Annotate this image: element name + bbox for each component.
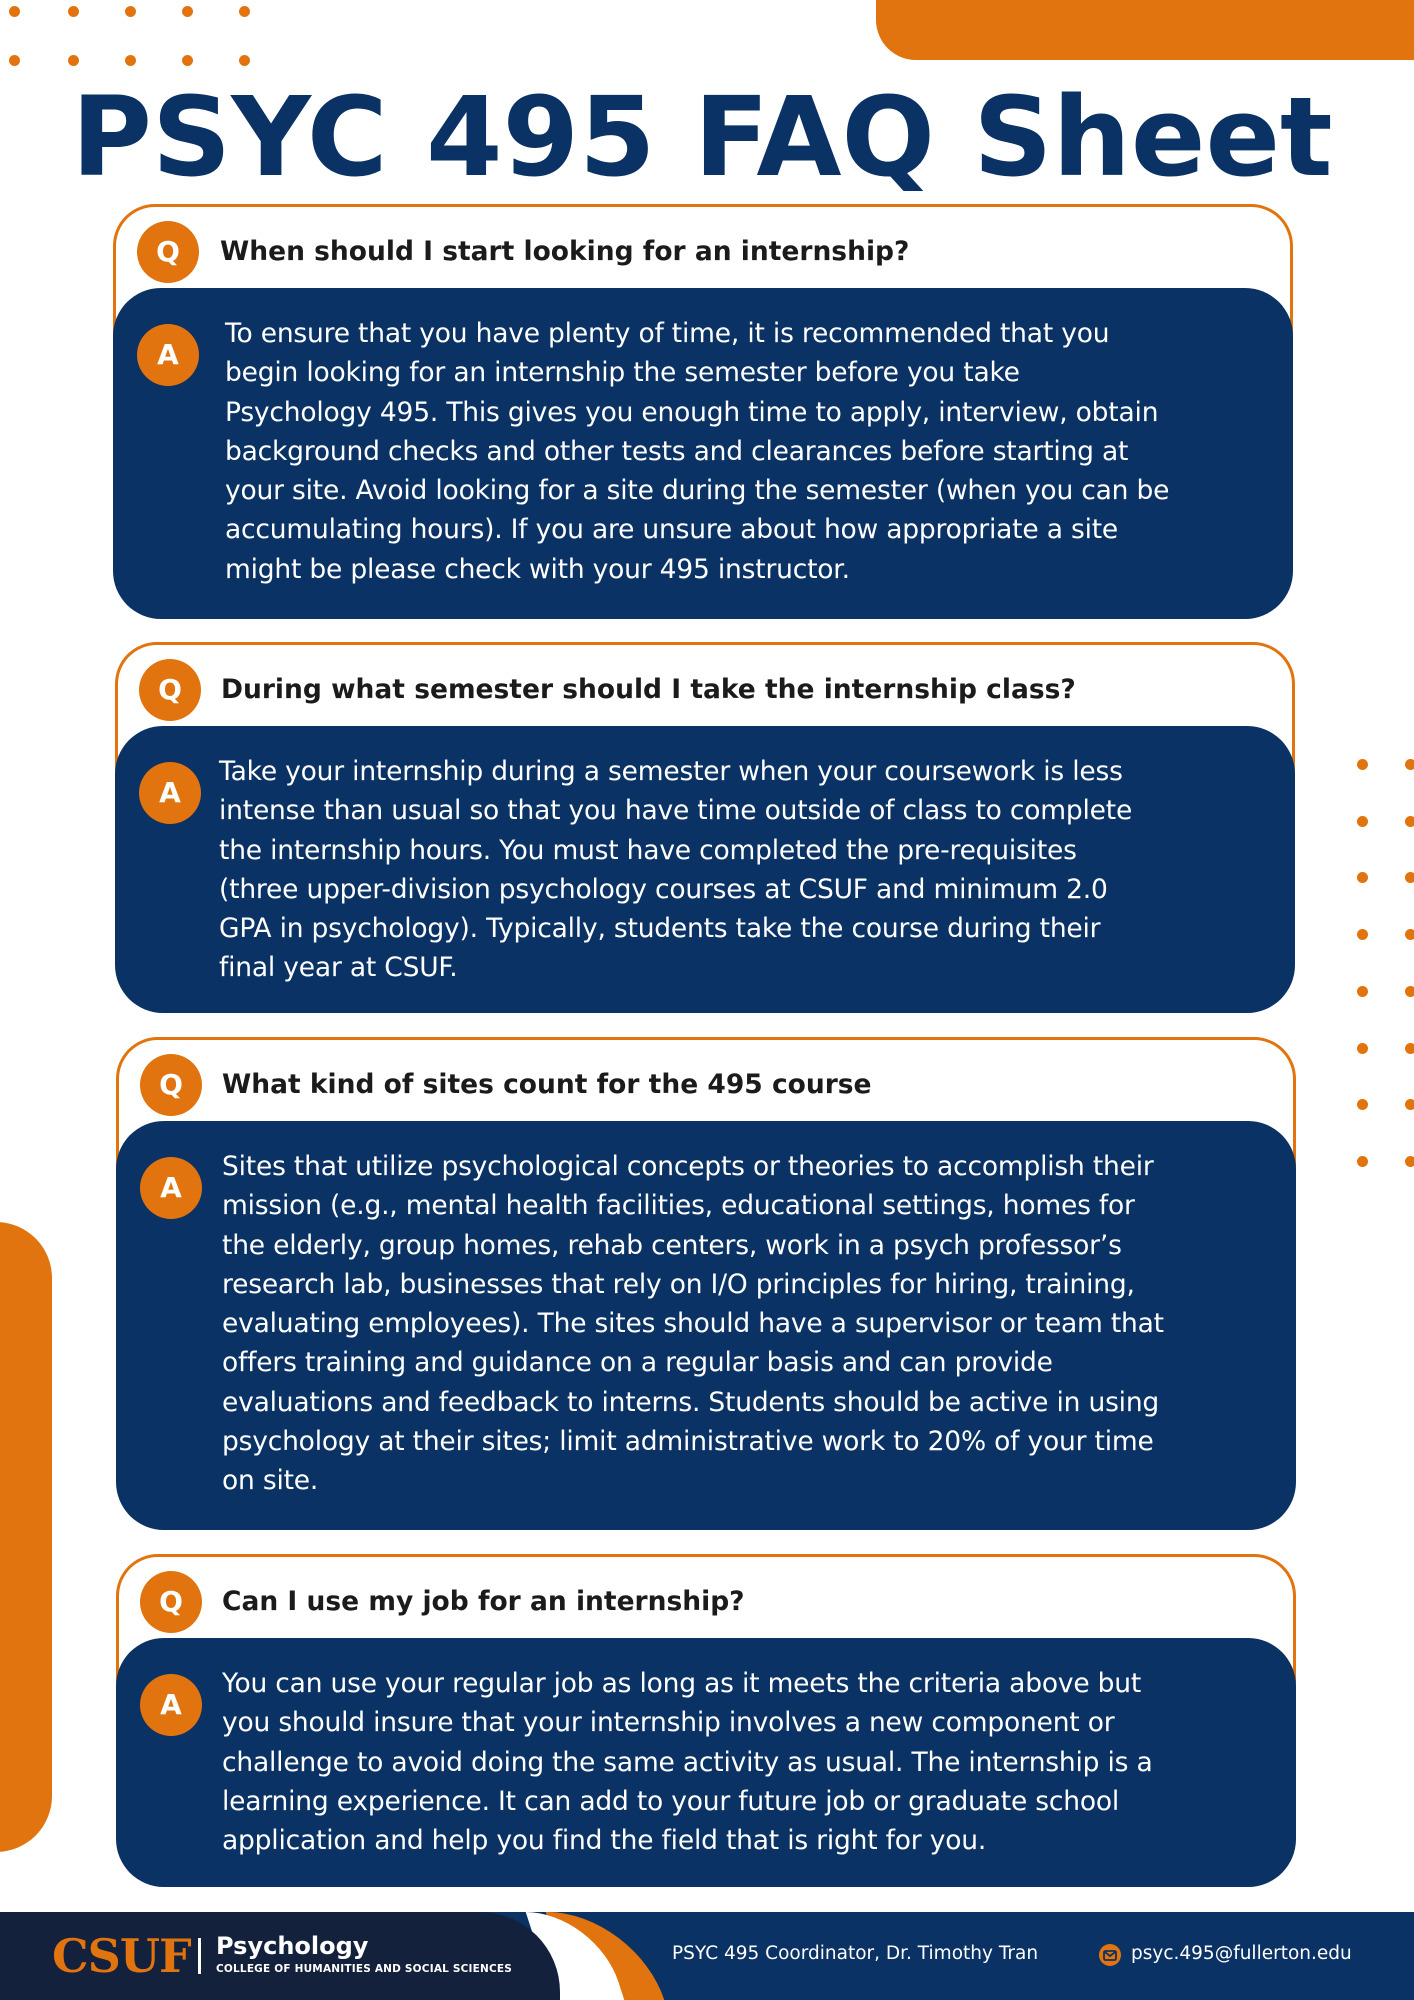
answer-line: challenge to avoid doing the same activity as usual. The internship is a bbox=[222, 1746, 1153, 1778]
answer-line: begin looking for an internship the semester before you take bbox=[225, 357, 1020, 389]
email-link[interactable]: psyc.495@fullerton.edu bbox=[1131, 1943, 1352, 1964]
page-title: PSYC 495 FAQ Sheet bbox=[71, 73, 1333, 201]
answer-text bbox=[222, 1147, 1266, 1501]
answer-line: research lab, businesses that rely on I/O principles for hiring, training, bbox=[222, 1268, 1135, 1300]
decorative-dot bbox=[1405, 759, 1414, 770]
faq-item-which-semester bbox=[115, 642, 1295, 1013]
decorative-dot bbox=[1405, 816, 1414, 827]
decorative-dot bbox=[1357, 1156, 1368, 1167]
college-name: COLLEGE OF HUMANITIES AND SOCIAL SCIENCES bbox=[216, 1963, 513, 1975]
q-badge-icon: Q bbox=[140, 1054, 202, 1116]
answer-line: background checks and other tests and clearances before starting at bbox=[225, 435, 1129, 467]
mail-icon bbox=[1099, 1944, 1121, 1966]
answer-line: application and help you find the field that is right for you. bbox=[222, 1825, 987, 1857]
answer-line: intense than usual so that you have time outside of class to complete bbox=[219, 795, 1133, 827]
decorative-dot bbox=[1357, 759, 1368, 770]
answer-line: You can use your regular job as long as it meets the criteria above but bbox=[222, 1668, 1142, 1699]
decorative-dot bbox=[1405, 1099, 1414, 1110]
decorative-dot bbox=[1357, 929, 1368, 940]
decorative-dot bbox=[9, 6, 20, 17]
faq-item-use-my-job bbox=[116, 1554, 1296, 1887]
answer-panel bbox=[113, 288, 1293, 619]
a-badge-icon: A bbox=[140, 1674, 202, 1736]
left-orange-bar bbox=[0, 1222, 52, 1852]
question-text: Can I use my job for an internship? bbox=[222, 1586, 745, 1617]
mail-icon-glyph bbox=[1099, 1944, 1121, 1966]
answer-line: Take your internship during a semester when your coursework is less bbox=[219, 756, 1123, 787]
answer-line: psychology at their sites; limit administrative work to 20% of your time bbox=[222, 1426, 1154, 1458]
answer-panel bbox=[116, 1638, 1296, 1887]
logo-divider bbox=[198, 1938, 201, 1974]
a-badge-icon: A bbox=[139, 762, 201, 824]
question-text: When should I start looking for an internship? bbox=[220, 236, 910, 267]
answer-line: Psychology 495. This gives you enough time to apply, interview, obtain bbox=[225, 396, 1159, 428]
decorative-dot bbox=[1405, 1043, 1414, 1054]
answer-text bbox=[222, 1664, 1266, 1860]
answer-line: (three upper-division psychology courses at CSUF and minimum 2.0 bbox=[219, 873, 1108, 905]
answer-text bbox=[225, 314, 1263, 589]
answer-line: To ensure that you have plenty of time, it is recommended that you bbox=[225, 318, 1110, 349]
answer-text bbox=[219, 752, 1265, 988]
answer-line: your site. Avoid looking for a site during the semester (when you can be bbox=[225, 475, 1170, 507]
decorative-dot bbox=[1357, 986, 1368, 997]
answer-line: the elderly, group homes, rehab centers, work in a psych professor’s bbox=[222, 1229, 1122, 1261]
q-badge-icon: Q bbox=[139, 659, 201, 721]
answer-line: on site. bbox=[222, 1465, 319, 1497]
decorative-dot bbox=[1405, 929, 1414, 940]
decorative-dot bbox=[1357, 1043, 1368, 1054]
decorative-dot bbox=[1405, 872, 1414, 883]
question-text: What kind of sites count for the 495 course bbox=[222, 1069, 872, 1100]
question-text: During what semester should I take the internship class? bbox=[221, 674, 1076, 705]
answer-line: GPA in psychology). Typically, students take the course during their bbox=[219, 913, 1101, 945]
answer-line: offers training and guidance on a regular basis and can provide bbox=[222, 1347, 1053, 1379]
q-badge-icon: Q bbox=[140, 1571, 202, 1633]
decorative-dot bbox=[1405, 986, 1414, 997]
answer-line: evaluations and feedback to interns. Students should be active in using bbox=[222, 1386, 1160, 1418]
decorative-dot bbox=[125, 6, 136, 17]
csuf-logo: CSUF bbox=[52, 1929, 191, 1983]
faq-item-site-types bbox=[116, 1037, 1296, 1530]
answer-line: mission (e.g., mental health facilities, educational settings, homes for bbox=[222, 1190, 1135, 1222]
faq-item-start-looking bbox=[113, 204, 1293, 619]
answer-line: accumulating hours). If you are unsure about how appropriate a site bbox=[225, 514, 1119, 546]
a-badge-icon: A bbox=[140, 1157, 202, 1219]
decorative-dot bbox=[68, 6, 79, 17]
decorative-dot bbox=[1357, 872, 1368, 883]
decorative-dot bbox=[1357, 1099, 1368, 1110]
department-name: Psychology bbox=[216, 1932, 369, 1960]
answer-panel bbox=[116, 1121, 1296, 1530]
coordinator-text: PSYC 495 Coordinator, Dr. Timothy Tran bbox=[672, 1943, 1039, 1964]
decorative-dot bbox=[182, 6, 193, 17]
decorative-dot bbox=[239, 6, 250, 17]
answer-line: the internship hours. You must have completed the pre-requisites bbox=[219, 834, 1077, 866]
answer-line: evaluating employees). The sites should have a supervisor or team that bbox=[222, 1308, 1164, 1340]
answer-line: you should insure that your internship involves a new component or bbox=[222, 1707, 1115, 1739]
top-right-orange-bar bbox=[876, 0, 1414, 60]
answer-line: Sites that utilize psychological concepts or theories to accomplish their bbox=[222, 1151, 1154, 1182]
q-badge-icon: Q bbox=[137, 221, 199, 283]
a-badge-icon: A bbox=[137, 324, 199, 386]
answer-panel bbox=[115, 726, 1295, 1013]
answer-line: might be please check with your 495 instructor. bbox=[225, 553, 850, 585]
answer-line: final year at CSUF. bbox=[219, 952, 458, 984]
decorative-dot bbox=[1405, 1156, 1414, 1167]
answer-line: learning experience. It can add to your future job or graduate school bbox=[222, 1785, 1120, 1817]
decorative-dot bbox=[1357, 816, 1368, 827]
